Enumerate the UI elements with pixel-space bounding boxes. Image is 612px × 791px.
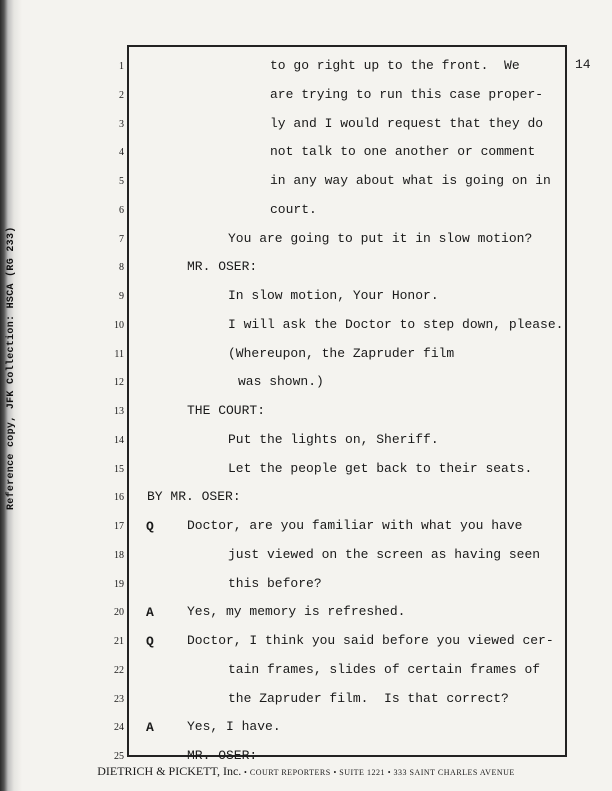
line-number: 22 <box>114 664 124 676</box>
transcript-line: tain frames, slides of certain frames of <box>228 661 541 677</box>
line-number: 24 <box>114 722 124 734</box>
qa-marker: Q <box>146 634 154 649</box>
transcript-line: Yes, I have. <box>187 719 281 735</box>
transcript-line: Yes, my memory is refreshed. <box>187 604 406 620</box>
transcript-line: not talk to one another or comment <box>270 144 536 160</box>
footer: DIETRICH & PICKETT, Inc. • COURT REPORTERS • SUITE 1221 • 333 SAINT CHARLES AVENUE <box>97 764 515 778</box>
line-number: 8 <box>119 262 124 274</box>
line-number: 7 <box>119 233 124 245</box>
line-number: 6 <box>119 204 124 216</box>
transcript-line: Doctor, I think you said before you viewed cer- <box>187 633 554 648</box>
footer-service: COURT REPORTERS <box>249 768 331 777</box>
line-number: 3 <box>119 118 124 130</box>
line-number: 15 <box>114 463 124 475</box>
transcript-line: this before? <box>228 575 322 591</box>
qa-marker: A <box>146 605 154 621</box>
line-number: 2 <box>119 89 124 101</box>
qa-marker: Q <box>146 519 154 534</box>
line-number: 9 <box>119 291 124 302</box>
transcript-line: I will ask the Doctor to step down, please. <box>228 316 564 332</box>
line-number: 4 <box>119 147 124 159</box>
transcript-line: are trying to run this case proper- <box>270 86 544 102</box>
transcript-line: just viewed on the screen as having seen <box>228 546 541 562</box>
footer-firm: DIETRICH & PICKETT, Inc. <box>97 764 242 778</box>
transcript-line: Put the lights on, Sheriff. <box>228 431 439 447</box>
transcript-line: ly and I would request that they do <box>270 115 544 131</box>
transcript-line: (Whereupon, the Zapruder film <box>228 345 455 361</box>
transcript-line: You are going to put it in slow motion? <box>228 230 533 246</box>
line-number: 20 <box>114 607 124 619</box>
transcript-line: BY MR. OSER: <box>147 489 241 505</box>
transcript-line: court. <box>270 201 317 217</box>
transcript-line: Doctor, are you familiar with what you have <box>187 518 523 533</box>
line-number: 14 <box>114 434 124 446</box>
transcript-line: was shown.) <box>238 374 324 390</box>
line-number: 16 <box>114 492 124 504</box>
transcript-line: MR. OSER: <box>187 259 258 275</box>
line-number: 5 <box>119 176 124 187</box>
transcript-line: to go right up to the front. We <box>270 58 520 73</box>
reference-stamp: Reference copy, JFK Collection: HSCA (RG 233) <box>6 226 17 510</box>
transcript-line: in any way about what is going on in <box>270 173 551 188</box>
page-number: 14 <box>575 57 591 72</box>
line-number: 19 <box>114 578 124 590</box>
footer-address: 333 SAINT CHARLES AVENUE <box>393 768 515 777</box>
transcript-line: Let the people get back to their seats. <box>228 460 533 476</box>
transcript-line: In slow motion, Your Honor. <box>228 288 439 303</box>
line-number: 10 <box>114 319 124 331</box>
line-number: 21 <box>114 636 124 647</box>
transcript-line: the Zapruder film. Is that correct? <box>228 690 509 706</box>
transcript-line: THE COURT: <box>187 403 266 418</box>
line-number: 18 <box>114 549 124 561</box>
line-number: 23 <box>114 693 124 705</box>
qa-marker: A <box>146 720 154 736</box>
line-number: 1 <box>119 61 124 72</box>
line-number: 13 <box>114 406 124 417</box>
line-number: 12 <box>114 377 124 389</box>
line-number: 11 <box>114 348 124 360</box>
line-number: 25 <box>114 751 124 762</box>
footer-suite: SUITE 1221 <box>339 768 385 777</box>
transcript-line: MR. OSER: <box>187 748 258 763</box>
line-number: 17 <box>114 521 124 532</box>
